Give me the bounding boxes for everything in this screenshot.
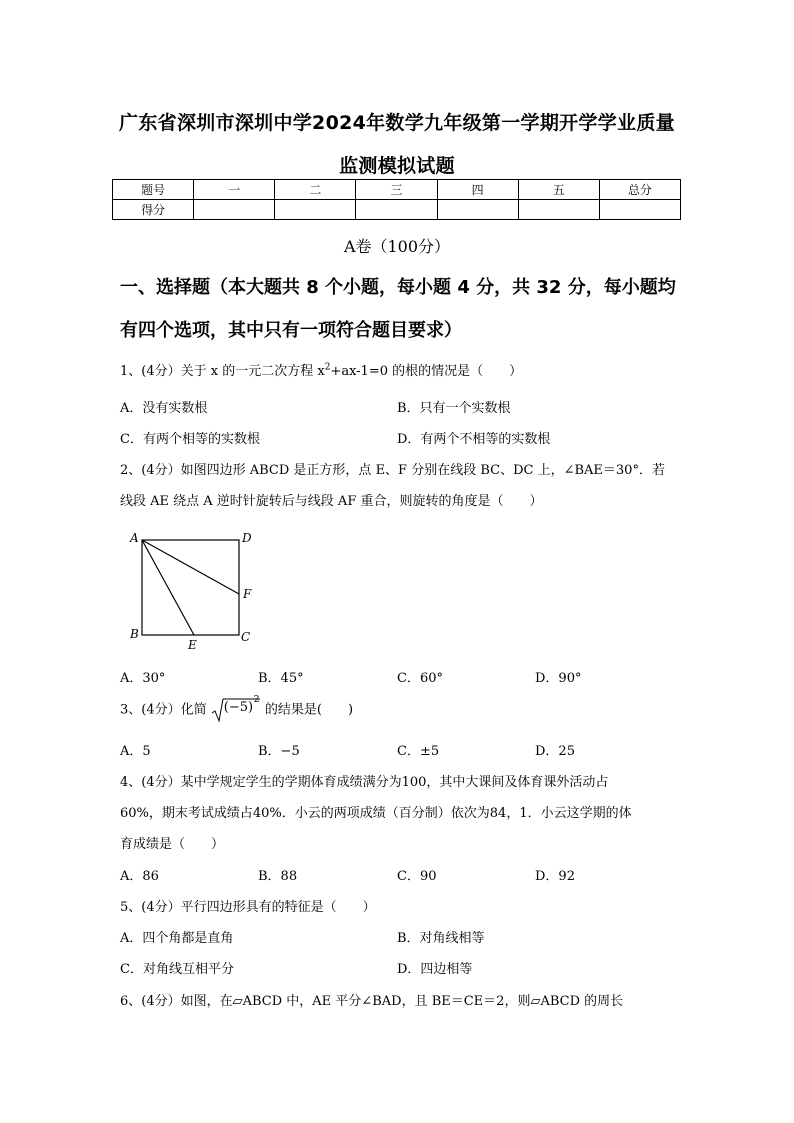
q3-option-d[interactable]: D．25: [535, 744, 575, 759]
label-d: D: [242, 531, 252, 545]
label-e: E: [188, 638, 197, 652]
score-table: [112, 179, 681, 220]
question-1-stem: [120, 360, 522, 379]
q3-option-b[interactable]: B．−5: [258, 744, 300, 759]
score-table-score-row: [113, 200, 681, 220]
q3-option-a[interactable]: A．5: [120, 744, 151, 759]
question-2-stem-line1: 2、(4分）如图四边形 ABCD 是正方形，点 E、F 分别在线段 BC、DC 上，∠BAE＝30°．若: [120, 463, 665, 478]
square-outline: [142, 540, 239, 635]
radicand-exponent: 2: [253, 695, 260, 705]
label-b: B: [130, 627, 139, 641]
label-c: C: [241, 630, 251, 644]
square-abcd-figure: [126, 528, 266, 660]
question-5-stem: 5、(4分）平行四边形具有的特征是（ ）: [120, 900, 376, 915]
score-cell[interactable]: [356, 200, 437, 220]
score-header-cell: 三: [356, 180, 437, 200]
q3-option-c[interactable]: C．±5: [397, 744, 440, 759]
score-table-header-row: [113, 180, 681, 200]
q2-option-d[interactable]: D．90°: [535, 671, 582, 686]
question-3-stem: [120, 697, 353, 723]
question-2-stem-line2: 线段 AE 绕点 A 逆时针旋转后与线段 AF 重合，则旋转的角度是（ ）: [120, 494, 543, 509]
q5-option-a[interactable]: A．四个角都是直角: [120, 931, 234, 946]
question-4-stem-line1: 4、(4分）某中学规定学生的学期体育成绩满分为100，其中大课间及体育课外活动占: [120, 775, 609, 790]
q2-option-b[interactable]: B．45°: [258, 671, 304, 686]
label-a: A: [130, 531, 139, 545]
q1-option-c[interactable]: C．有两个相等的实数根: [120, 432, 260, 447]
score-cell[interactable]: [275, 200, 356, 220]
score-cell[interactable]: [518, 200, 599, 220]
label-f: F: [243, 587, 252, 601]
q1-option-d[interactable]: D．有两个不相等的实数根: [397, 432, 551, 447]
q2-option-c[interactable]: C．60°: [397, 671, 443, 686]
square-figure-svg: [126, 528, 266, 656]
q3-prefix: 3、(4分）化简: [120, 702, 207, 718]
volume-a-heading: A卷（100分）: [343, 237, 451, 256]
section1-heading-line2: 有四个选项，其中只有一项符合题目要求）: [120, 320, 462, 341]
score-cell[interactable]: [194, 200, 275, 220]
score-header-cell: 一: [194, 180, 275, 200]
question-6-stem: 6、(4分）如图，在▱ABCD 中，AE 平分∠BAD，且 BE＝CE＝2，则▱ABCD 的周长: [120, 994, 624, 1009]
score-row-label: 得分: [113, 200, 194, 220]
q4-option-d[interactable]: D．92: [535, 869, 575, 884]
q1-prefix: 1、(4分）关于 x 的一元二次方程 x: [120, 364, 325, 379]
score-cell[interactable]: [437, 200, 518, 220]
exam-title-line1: 广东省深圳市深圳中学2024年数学九年级第一学期开学学业质量: [119, 112, 675, 134]
score-header-cell: 题号: [113, 180, 194, 200]
section1-heading-line1: 一、选择题（本大题共 8 个小题，每小题 4 分，共 32 分，每小题均: [120, 277, 676, 298]
q4-option-b[interactable]: B．88: [258, 869, 298, 884]
question-4-stem-line3: 育成绩是（ ）: [120, 837, 225, 852]
q1-superscript: 2: [324, 362, 331, 373]
q5-option-b[interactable]: B．对角线相等: [397, 931, 485, 946]
score-cell[interactable]: [599, 200, 680, 220]
radicand: (−5): [223, 700, 254, 715]
question-4-stem-line2: 60%，期末考试成绩占40%．小云的两项成绩（百分制）依次为84，1．小云这学期的体: [120, 806, 632, 821]
q5-option-c[interactable]: C．对角线互相平分: [120, 962, 234, 977]
score-header-cell: 二: [275, 180, 356, 200]
q1-option-a[interactable]: A．没有实数根: [120, 401, 208, 416]
score-header-cell: 总分: [599, 180, 680, 200]
q4-option-a[interactable]: A．86: [120, 869, 159, 884]
score-header-cell: 五: [518, 180, 599, 200]
sqrt-expression: [211, 697, 261, 723]
exam-title-line2: 监测模拟试题: [339, 155, 455, 177]
score-header-cell: 四: [437, 180, 518, 200]
q1-option-b[interactable]: B．只有一个实数根: [397, 401, 511, 416]
q1-suffix: +ax-1=0 的根的情况是（ ）: [330, 364, 523, 379]
q2-option-a[interactable]: A．30°: [120, 671, 166, 686]
q4-option-c[interactable]: C．90: [397, 869, 437, 884]
q5-option-d[interactable]: D．四边相等: [397, 962, 473, 977]
q3-suffix: 的结果是( ): [264, 702, 354, 718]
